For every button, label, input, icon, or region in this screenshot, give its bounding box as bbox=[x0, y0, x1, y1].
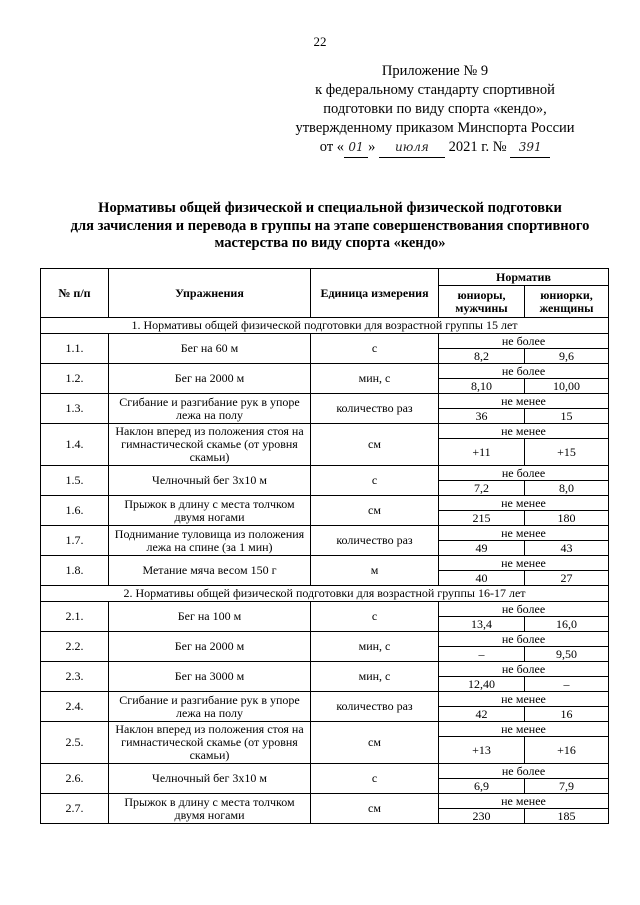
table-row bbox=[41, 602, 609, 617]
row-number: 2.3. bbox=[41, 662, 109, 692]
section-row bbox=[41, 318, 609, 334]
table-row bbox=[41, 364, 609, 379]
row-number: 2.2. bbox=[41, 632, 109, 662]
norm-condition: не менее bbox=[439, 722, 609, 737]
table-row bbox=[41, 466, 609, 481]
value-women: 27 bbox=[525, 571, 609, 586]
title-line: для зачисления и перевода в группы на этапе совершенствования спортивного bbox=[70, 217, 590, 234]
unit-cell: с bbox=[311, 764, 439, 794]
row-number: 1.8. bbox=[41, 556, 109, 586]
exercise-name: Поднимание туловища из положения лежа на спине (за 1 мин) bbox=[109, 526, 311, 556]
exercise-name: Прыжок в длину с места толчком двумя ногами bbox=[109, 794, 311, 824]
document-title bbox=[40, 200, 620, 253]
norm-condition: не менее bbox=[439, 526, 609, 541]
norm-condition: не менее bbox=[439, 424, 609, 439]
header-unit: Единица измерения bbox=[311, 269, 439, 318]
value-men: 36 bbox=[439, 409, 525, 424]
table-row bbox=[41, 334, 609, 349]
norm-condition: не более bbox=[439, 364, 609, 379]
value-men: +11 bbox=[439, 439, 525, 466]
norm-condition: не менее bbox=[439, 794, 609, 809]
value-men: 49 bbox=[439, 541, 525, 556]
row-number: 1.6. bbox=[41, 496, 109, 526]
unit-cell: с bbox=[311, 602, 439, 632]
unit-cell: мин, с bbox=[311, 662, 439, 692]
unit-cell: см bbox=[311, 794, 439, 824]
row-number: 2.6. bbox=[41, 764, 109, 794]
value-men: 8,2 bbox=[439, 349, 525, 364]
row-number: 2.1. bbox=[41, 602, 109, 632]
header-exercise: Упражнения bbox=[109, 269, 311, 318]
row-number: 1.1. bbox=[41, 334, 109, 364]
header-men: юниоры, мужчины bbox=[439, 286, 525, 318]
exercise-name: Бег на 3000 м bbox=[109, 662, 311, 692]
table-row bbox=[41, 424, 609, 439]
value-women: +16 bbox=[525, 737, 609, 764]
table-row bbox=[41, 394, 609, 409]
norm-condition: не более bbox=[439, 632, 609, 647]
header-women: юниорки, женщины bbox=[525, 286, 609, 318]
title-line: Нормативы общей физической и специальной физической подготовки bbox=[98, 200, 562, 216]
date-prefix: от « bbox=[319, 139, 345, 155]
value-men: 7,2 bbox=[439, 481, 525, 496]
exercise-name: Метание мяча весом 150 г bbox=[109, 556, 311, 586]
exercise-name: Сгибание и разгибание рук в упоре лежа на полу bbox=[109, 394, 311, 424]
table-row bbox=[41, 794, 609, 809]
unit-cell: мин, с bbox=[311, 632, 439, 662]
value-men: 230 bbox=[439, 809, 525, 824]
value-women: 43 bbox=[525, 541, 609, 556]
value-women: 10,00 bbox=[525, 379, 609, 394]
page-number: 22 bbox=[313, 34, 327, 49]
date-mid: » bbox=[368, 139, 376, 155]
date-year: 2021 г. № bbox=[448, 139, 507, 155]
table-body bbox=[41, 318, 609, 824]
header-num: № п/п bbox=[41, 269, 109, 318]
title-line: мастерства по виду спорта «кендо» bbox=[214, 235, 446, 251]
exercise-name: Наклон вперед из положения стоя на гимнастической скамье (от уровня скамьи) bbox=[109, 424, 311, 466]
norm-condition: не более bbox=[439, 764, 609, 779]
header-norm: Норматив bbox=[439, 269, 609, 286]
unit-cell: см bbox=[311, 722, 439, 764]
unit-cell: с bbox=[311, 466, 439, 496]
table-row bbox=[41, 556, 609, 571]
table-row bbox=[41, 632, 609, 647]
value-women: 185 bbox=[525, 809, 609, 824]
norm-condition: не менее bbox=[439, 394, 609, 409]
value-women: 180 bbox=[525, 511, 609, 526]
norms-table bbox=[40, 268, 609, 824]
section-title: 1. Нормативы общей физической подготовки для возрастной группы 15 лет bbox=[41, 318, 609, 334]
unit-cell: см bbox=[311, 496, 439, 526]
value-women: – bbox=[525, 677, 609, 692]
value-women: 9,6 bbox=[525, 349, 609, 364]
norm-condition: не более bbox=[439, 662, 609, 677]
exercise-name: Челночный бег 3х10 м bbox=[109, 764, 311, 794]
row-number: 2.5. bbox=[41, 722, 109, 764]
exercise-name: Прыжок в длину с места толчком двумя ногами bbox=[109, 496, 311, 526]
value-women: 7,9 bbox=[525, 779, 609, 794]
exercise-name: Бег на 60 м bbox=[109, 334, 311, 364]
handwritten-day: 01 bbox=[344, 138, 368, 158]
norm-condition: не менее bbox=[439, 496, 609, 511]
value-women: +15 bbox=[525, 439, 609, 466]
value-women: 16 bbox=[525, 707, 609, 722]
value-men: 215 bbox=[439, 511, 525, 526]
table-row bbox=[41, 722, 609, 737]
handwritten-order-number: 391 bbox=[510, 138, 550, 158]
value-men: +13 bbox=[439, 737, 525, 764]
value-women: 16,0 bbox=[525, 617, 609, 632]
appendix-header bbox=[270, 62, 600, 158]
unit-cell: см bbox=[311, 424, 439, 466]
row-number: 2.7. bbox=[41, 794, 109, 824]
row-number: 1.4. bbox=[41, 424, 109, 466]
handwritten-month: июля bbox=[379, 138, 445, 158]
exercise-name: Сгибание и разгибание рук в упоре лежа на полу bbox=[109, 692, 311, 722]
unit-cell: количество раз bbox=[311, 394, 439, 424]
unit-cell: с bbox=[311, 334, 439, 364]
norm-condition: не более bbox=[439, 466, 609, 481]
value-men: 40 bbox=[439, 571, 525, 586]
value-men: 8,10 bbox=[439, 379, 525, 394]
table-row bbox=[41, 662, 609, 677]
appendix-line: утвержденному приказом Минспорта России bbox=[295, 120, 575, 136]
section-row bbox=[41, 586, 609, 602]
value-men: 12,40 bbox=[439, 677, 525, 692]
table-row bbox=[41, 692, 609, 707]
norm-condition: не более bbox=[439, 602, 609, 617]
value-women: 8,0 bbox=[525, 481, 609, 496]
norm-condition: не менее bbox=[439, 692, 609, 707]
exercise-name: Наклон вперед из положения стоя на гимнастической скамье (от уровня скамьи) bbox=[109, 722, 311, 764]
exercise-name: Бег на 2000 м bbox=[109, 364, 311, 394]
unit-cell: мин, с bbox=[311, 364, 439, 394]
norm-condition: не более bbox=[439, 334, 609, 349]
value-women: 9,50 bbox=[525, 647, 609, 662]
appendix-date-line bbox=[270, 138, 600, 158]
unit-cell: м bbox=[311, 556, 439, 586]
value-men: – bbox=[439, 647, 525, 662]
value-men: 42 bbox=[439, 707, 525, 722]
exercise-name: Челночный бег 3х10 м bbox=[109, 466, 311, 496]
table-row bbox=[41, 526, 609, 541]
value-men: 6,9 bbox=[439, 779, 525, 794]
value-men: 13,4 bbox=[439, 617, 525, 632]
exercise-name: Бег на 2000 м bbox=[109, 632, 311, 662]
table-row bbox=[41, 764, 609, 779]
row-number: 1.3. bbox=[41, 394, 109, 424]
row-number: 1.7. bbox=[41, 526, 109, 556]
row-number: 1.5. bbox=[41, 466, 109, 496]
row-number: 1.2. bbox=[41, 364, 109, 394]
row-number: 2.4. bbox=[41, 692, 109, 722]
appendix-line: к федеральному стандарту спортивной bbox=[315, 82, 555, 98]
exercise-name: Бег на 100 м bbox=[109, 602, 311, 632]
unit-cell: количество раз bbox=[311, 692, 439, 722]
section-title: 2. Нормативы общей физической подготовки для возрастной группы 16-17 лет bbox=[41, 586, 609, 602]
value-women: 15 bbox=[525, 409, 609, 424]
unit-cell: количество раз bbox=[311, 526, 439, 556]
appendix-line: подготовки по виду спорта «кендо», bbox=[323, 101, 547, 117]
table-row bbox=[41, 496, 609, 511]
appendix-line: Приложение № 9 bbox=[381, 63, 489, 79]
norm-condition: не менее bbox=[439, 556, 609, 571]
